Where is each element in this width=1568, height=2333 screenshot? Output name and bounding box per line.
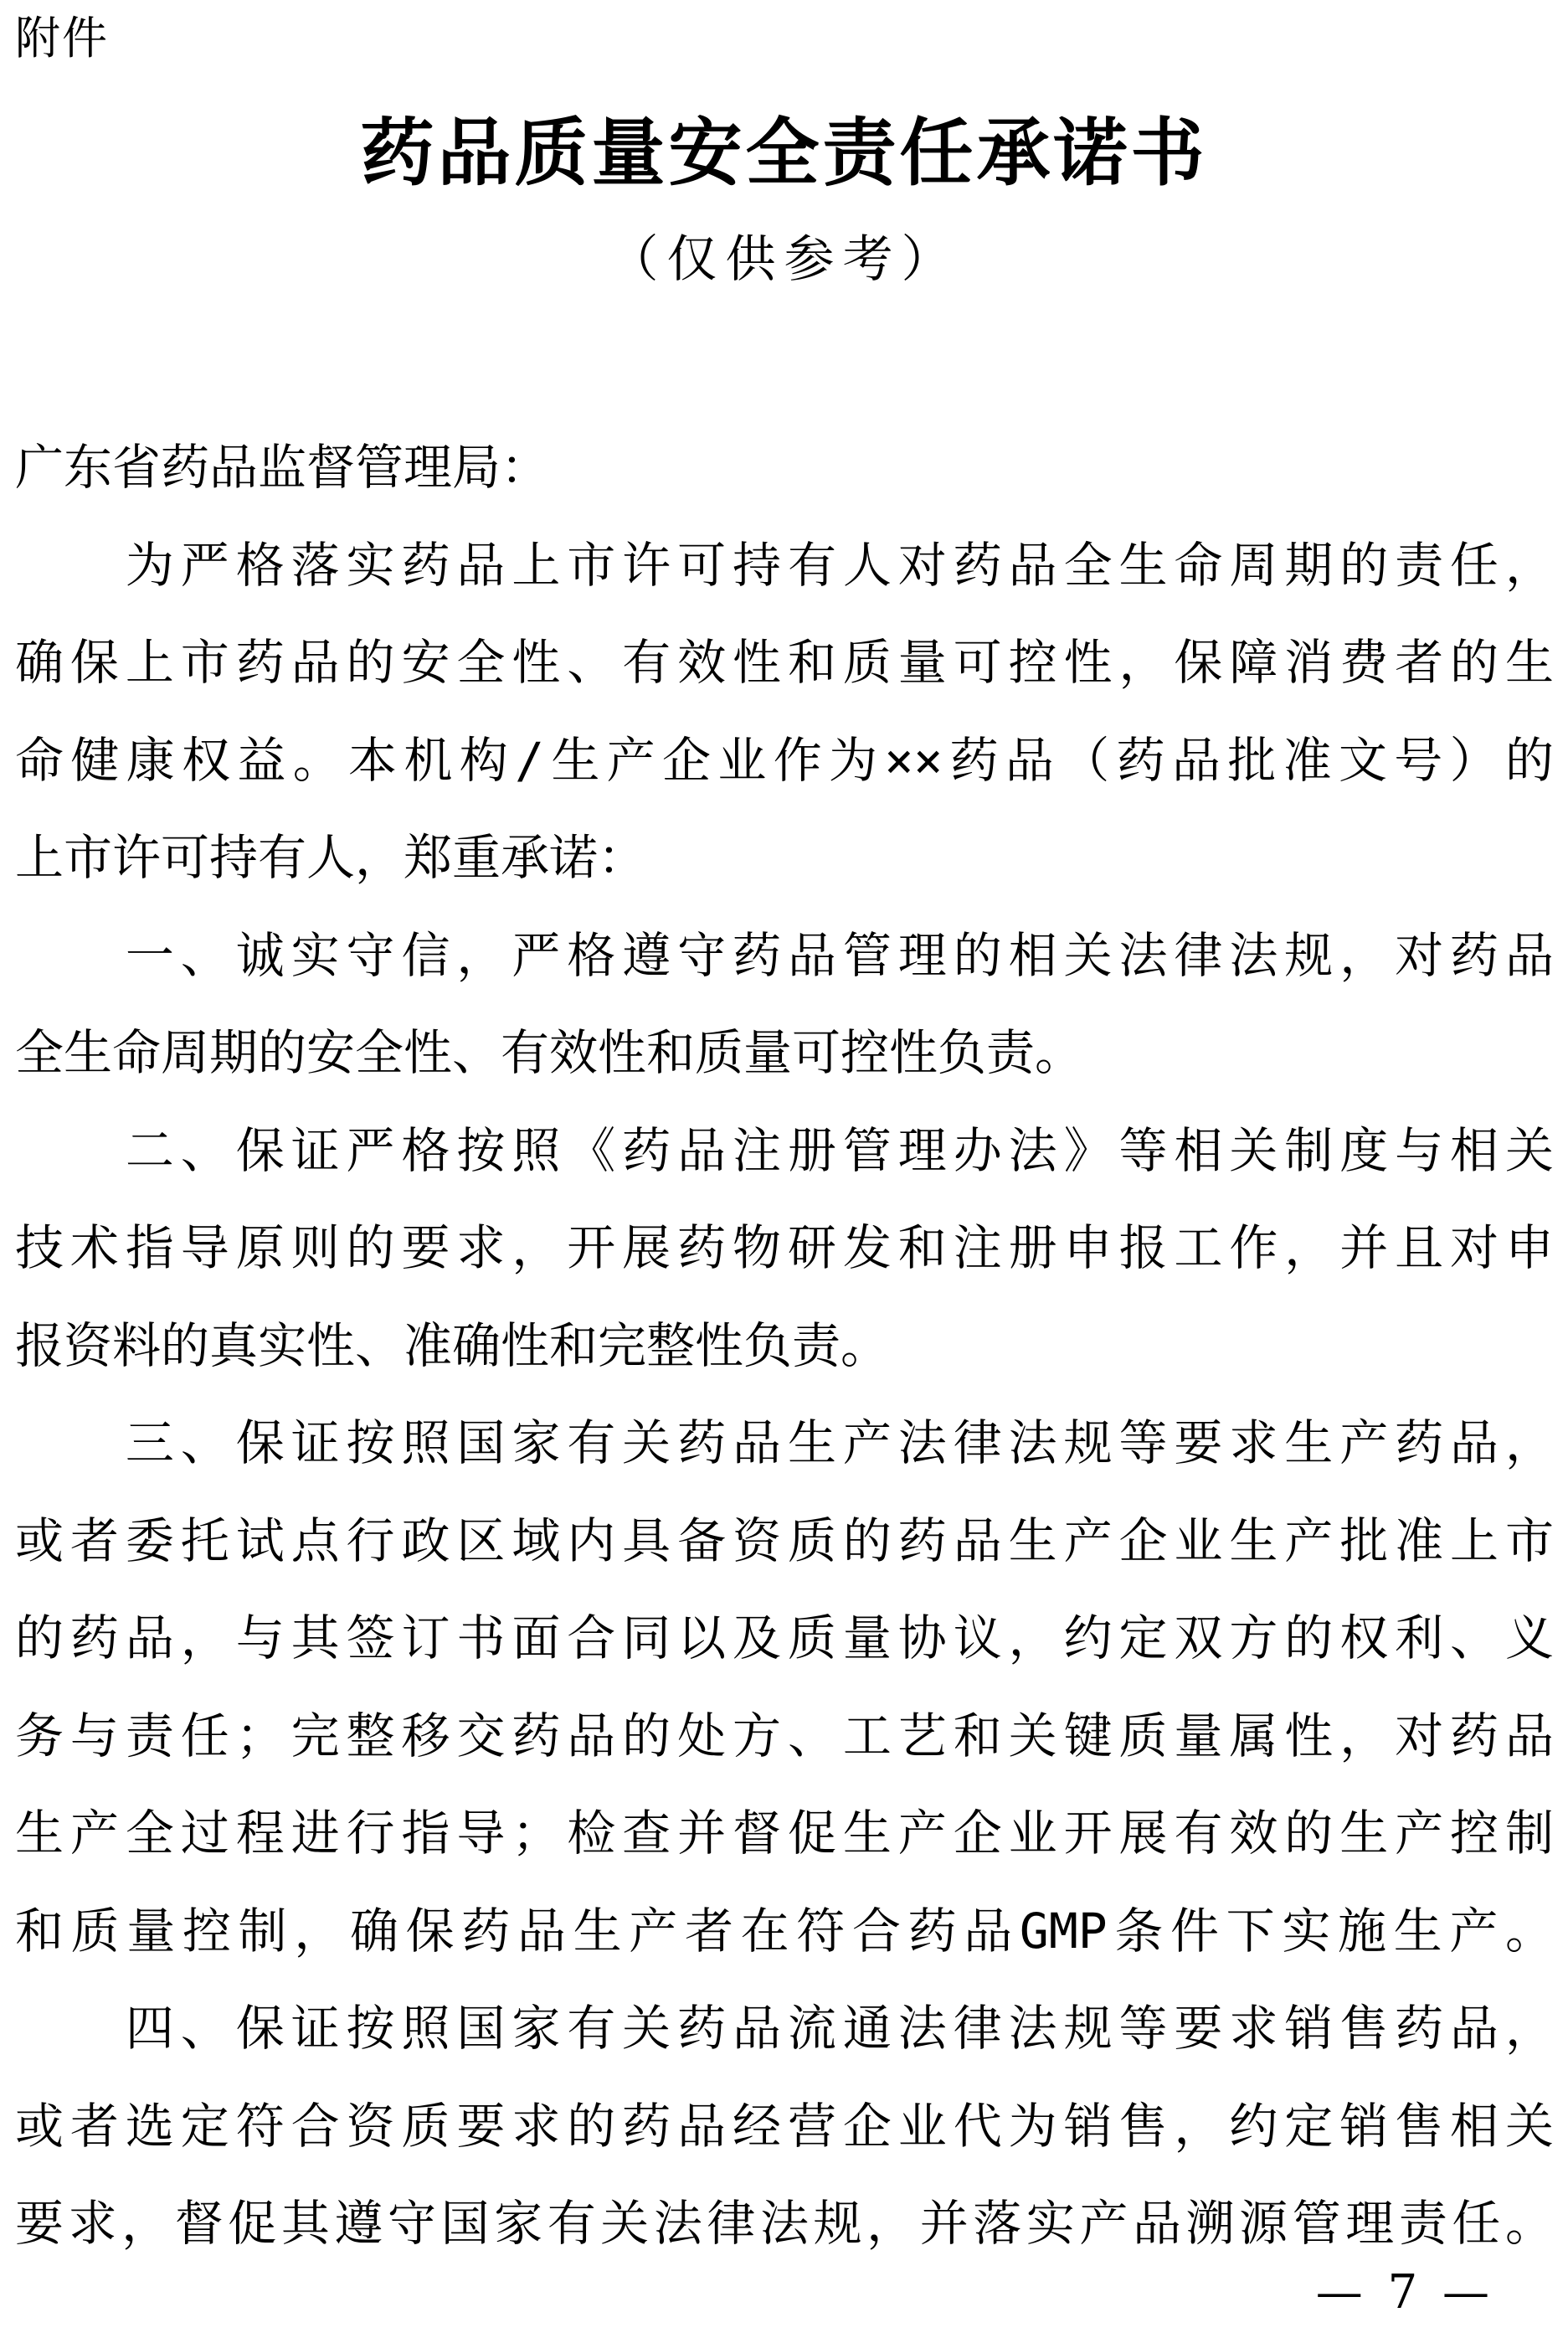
- body-line: 和质量控制，确保药品生产者在符合药品GMP条件下实施生产。: [15, 1902, 1554, 1960]
- document-subtitle: （仅供参考）: [608, 230, 960, 289]
- attachment-label: 附件: [15, 12, 109, 64]
- body-line: 全生命周期的安全性、有效性和质量可控性负责。: [15, 1024, 1084, 1081]
- body-line: 二、保证严格按照《药品注册管理办法》等相关制度与相关: [15, 1121, 1554, 1179]
- body-line: 四、保证按照国家有关药品流通法律法规等要求销售药品，: [15, 2000, 1554, 2057]
- body-line: 务与责任；完整移交药品的处方、工艺和关键质量属性，对药品: [15, 1707, 1554, 1764]
- body-line: 或者委托试点行政区域内具备资质的药品生产企业生产批准上市: [15, 1512, 1554, 1569]
- body-line: 技术指导原则的要求，开展药物研发和注册申报工作，并且对申: [15, 1219, 1554, 1276]
- body-line: 为严格落实药品上市许可持有人对药品全生命周期的责任，: [15, 536, 1554, 594]
- document-body: [15, 419, 1554, 2273]
- body-line: 或者选定符合资质要求的药品经营企业代为销售，约定销售相关: [15, 2097, 1554, 2155]
- body-line: 要求，督促其遵守国家有关法律法规，并落实产品溯源管理责任。: [15, 2195, 1554, 2252]
- body-line: 的药品，与其签订书面合同以及质量协议，约定双方的权利、义: [15, 1609, 1554, 1666]
- document-title: 药品质量安全责任承诺书: [360, 109, 1208, 196]
- salutation-line: 广东省药品监督管理局：: [15, 439, 550, 496]
- body-line: 三、保证按照国家有关药品生产法律法规等要求生产药品，: [15, 1414, 1554, 1471]
- body-line: 命健康权益。本机构/生产企业作为××药品（药品批准文号）的: [15, 731, 1554, 789]
- body-line: 报资料的真实性、准确性和完整性负责。: [15, 1316, 890, 1374]
- body-line: 上市许可持有人，郑重承诺：: [15, 829, 647, 886]
- body-line: 确保上市药品的安全性、有效性和质量可控性，保障消费者的生: [15, 634, 1554, 691]
- body-line: 一、诚实守信，严格遵守药品管理的相关法律法规，对药品: [15, 926, 1554, 984]
- body-line: 生产全过程进行指导；检查并督促生产企业开展有效的生产控制: [15, 1805, 1554, 1862]
- page-number: — 7 —: [1315, 2265, 1494, 2320]
